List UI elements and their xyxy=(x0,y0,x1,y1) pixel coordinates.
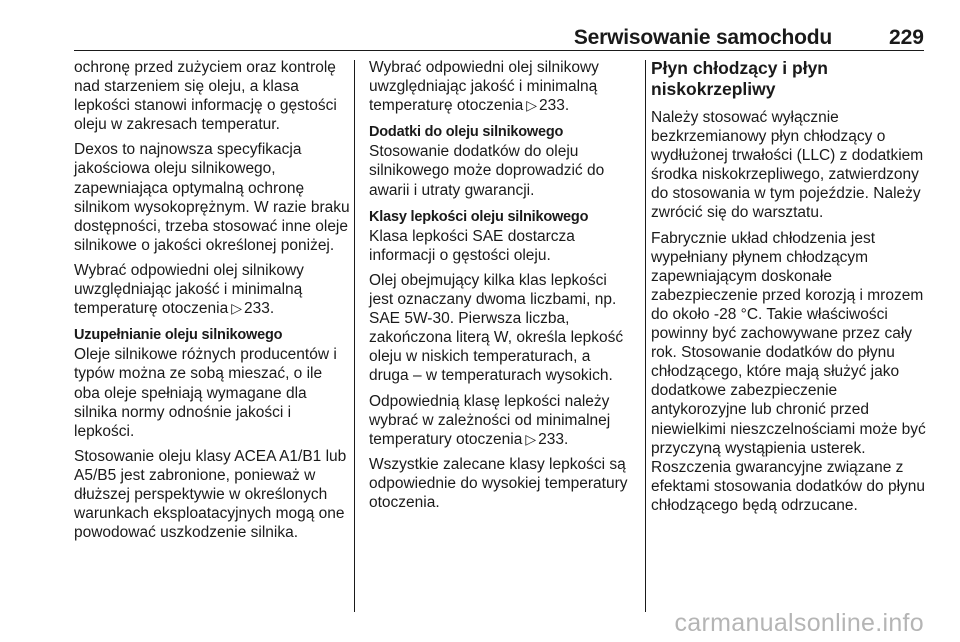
page-number: 229 xyxy=(888,26,924,49)
paragraph xyxy=(369,58,633,115)
paragraph-text: Wybrać odpowiedni olej silnikowy uwzględniając jakość i minimalną temperaturę otoczenia xyxy=(369,59,599,115)
column-1 xyxy=(74,58,352,548)
paragraph-text: Wybrać odpowiedni olej silnikowy uwzględniając jakość i minimalną temperaturę otoczenia xyxy=(74,261,304,318)
paragraph: Fabrycznie układ chłodzenia jest wypełniany płynem chłodzącym zapewniającym doskonałe zabezpieczenie przed korozją i mrozem do około -28 °C. Takie właściwości powinny być zachowywane przez cały rok. Stosowanie dodatków do płynu chłodzącego, które mają służyć jako dodatkowe zabezpieczenie antykorozyjne lub chronić przed niewielkimi nieszczelnościami może być przyczyną wystąpienia usterek. Roszczenia gwarancyjne związane z efektami stosowania dodatków do płynu chłodzącego będą odrzucane. xyxy=(651,229,926,514)
page-header xyxy=(74,26,924,51)
page-reference-link[interactable]: 233. xyxy=(539,97,570,115)
paragraph: Klasa lepkości SAE dostarcza informacji o gęstości oleju. xyxy=(369,227,575,264)
column-divider-left xyxy=(354,60,355,612)
section-title: Serwisowanie samochodu xyxy=(573,26,832,49)
page-reference-link[interactable]: 233. xyxy=(538,430,569,448)
subheading: Klasy lepkości oleju silnikowego xyxy=(369,208,589,225)
paragraph: Stosowanie oleju klasy ACEA A1/B1 lub A5/B5 jest zabronione, ponieważ w dłuższej perspektywie w określonych warunkach eksploatacyjnych mogą one powodować uszkodzenie silnika. xyxy=(74,447,347,542)
column-3 xyxy=(651,58,929,521)
page-reference-arrow-icon: ▷ xyxy=(526,97,538,114)
section-heading: Płyn chłodzący i płyn niskokrzepliwy xyxy=(651,58,828,99)
paragraph: Wszystkie zalecane klasy lepkości są odpowiednie do wysokiej temperatury otoczenia. xyxy=(369,455,628,511)
page-reference-link[interactable]: 233. xyxy=(244,300,275,318)
watermark: carmanualsonline.info xyxy=(674,609,924,637)
paragraph: Dexos to najnowsza specyfikacja jakościowa oleju silnikowego, zapewniająca optymalną ochronę silnikom wysokoprężnym. W razie braku dostępności, trzeba stosować inne oleje silnikowe o jakości określonej poniżej. xyxy=(74,141,350,254)
paragraph: Należy stosować wyłącznie bezkrzemianowy płyn chłodzący o wydłużonej trwałości (LLC) z dodatkiem środka niskokrzepliwego, zatwierdzony do stosowania w tym pojeździe. Należy zwrócić się do warsztatu. xyxy=(651,109,924,222)
page-reference-arrow-icon: ▷ xyxy=(525,430,537,447)
paragraph: Oleje silnikowe różnych producentów i typów można ze sobą mieszać, o ile oba oleje spełniają wymagane dla silnika normy odnośnie jakości i lepkości. xyxy=(74,346,337,440)
paragraph: Olej obejmujący kilka klas lepkości jest oznaczany dwoma liczbami, np. SAE 5W-30. Pierwsza liczba, zakończona literą W, określa lepkość oleju w niskich temperaturach, a druga – w temperaturach wysokich. xyxy=(369,271,624,385)
subheading: Dodatki do oleju silnikowego xyxy=(369,124,564,141)
paragraph: Stosowanie dodatków do oleju silnikowego może doprowadzić do awarii i utraty gwarancji. xyxy=(369,143,605,199)
paragraph xyxy=(369,392,633,449)
subheading: Uzupełnianie oleju silnikowego xyxy=(74,327,283,344)
page-reference-arrow-icon: ▷ xyxy=(231,300,243,317)
paragraph xyxy=(74,261,352,318)
column-2 xyxy=(369,58,633,518)
paragraph: ochronę przed zużyciem oraz kontrolę nad starzeniem się oleju, a klasa lepkości stanowi informację o gęstości oleju w zakresach temperatur. xyxy=(74,59,337,134)
paragraph-text: Odpowiednią klasę lepkości należy wybrać w zależności od minimalnej temperatury otoczenia xyxy=(369,392,611,448)
column-divider-right xyxy=(645,60,646,612)
